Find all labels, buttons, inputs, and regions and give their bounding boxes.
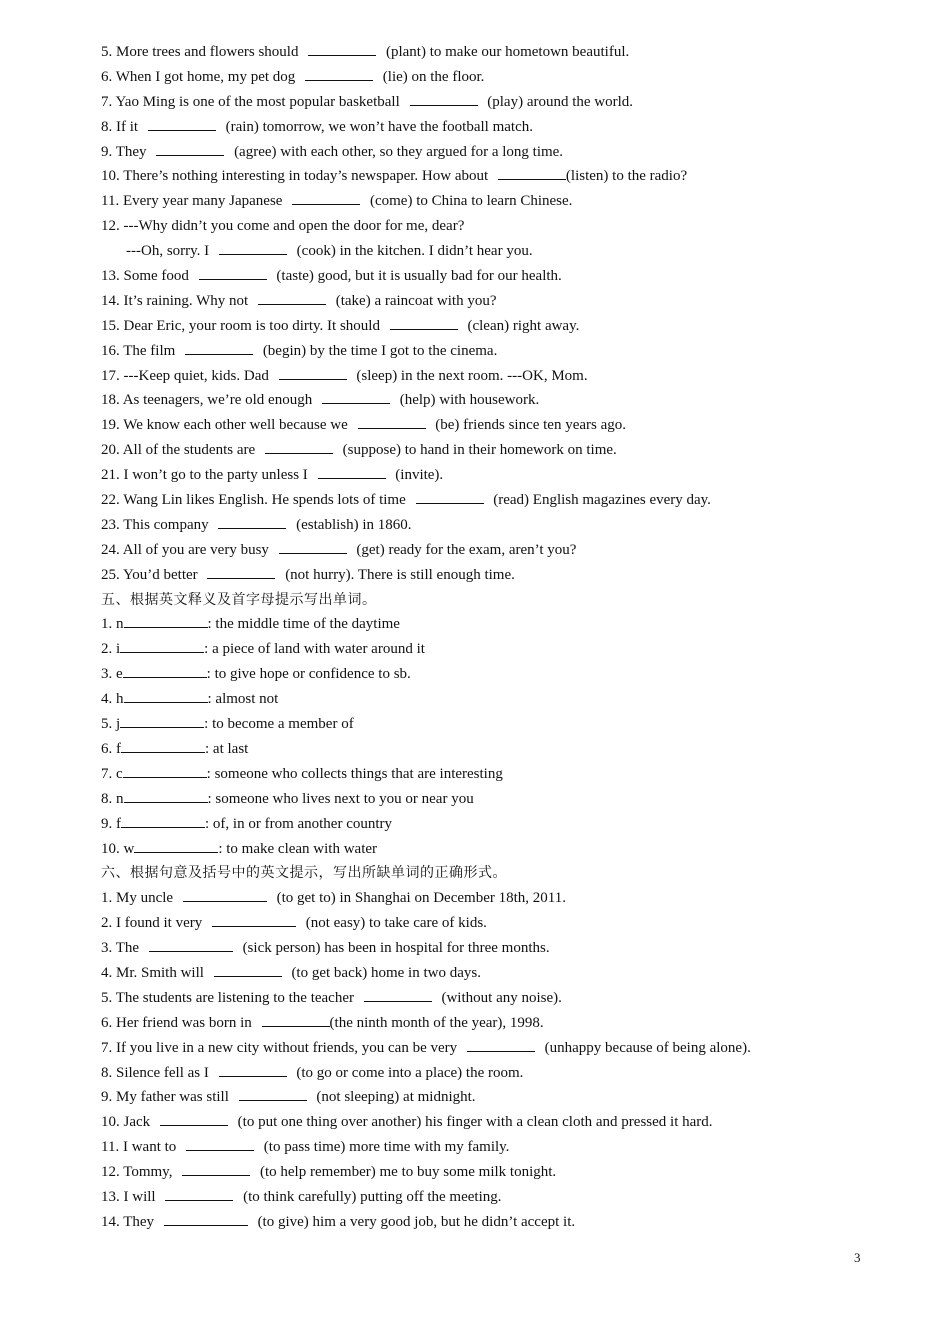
fill-in-line — [101, 239, 881, 264]
question-text: I won’t go to the party unless I — [123, 467, 308, 484]
item-number: 5. — [101, 44, 113, 60]
question-hint: (establish) in 1860. — [296, 516, 412, 533]
fill-in-line — [101, 364, 881, 389]
question-text: Jack — [123, 1114, 151, 1131]
fill-in-line — [101, 463, 881, 488]
item-number: 10. — [101, 840, 120, 857]
definition-text: : the middle time of the daytime — [207, 616, 400, 633]
question-hint: (come) to China to learn Chinese. — [369, 193, 573, 210]
question-text: Mr. Smith will — [116, 964, 204, 981]
item-number: 18. — [101, 392, 120, 409]
item-number: 19. — [101, 417, 120, 434]
word-form-line — [101, 1185, 881, 1210]
question-hint: (to get back) home in two days. — [291, 964, 481, 981]
item-number: 13. — [101, 1188, 120, 1205]
initial-letter: c — [116, 765, 123, 782]
question-text: We know each other well because we — [123, 417, 348, 434]
answer-blank[interactable] — [124, 688, 208, 703]
question-hint: (to think carefully) putting off the meeting. — [243, 1188, 502, 1205]
word-form-line — [101, 1036, 881, 1061]
question-hint: (to go or come into a place) the room. — [296, 1064, 524, 1081]
answer-blank[interactable] — [265, 439, 333, 454]
question-text: Tommy, — [123, 1164, 173, 1181]
answer-blank[interactable] — [123, 763, 207, 778]
answer-blank[interactable] — [121, 813, 205, 828]
item-number: 7. — [101, 1039, 113, 1056]
item-number: 9. — [101, 815, 113, 832]
answer-blank[interactable] — [120, 638, 204, 653]
item-number: 12. — [101, 218, 120, 235]
question-hint: (the ninth month of the year), 1998. — [329, 1014, 544, 1031]
fill-in-line — [101, 314, 881, 339]
word-form-line — [101, 1210, 881, 1235]
question-hint: (take) a raincoat with you? — [335, 292, 497, 309]
question-hint: (lie) on the floor. — [382, 68, 485, 85]
question-text: When I got home, my pet dog — [115, 68, 296, 85]
question-hint: (not sleeping) at midnight. — [316, 1089, 476, 1106]
word-form-line — [101, 936, 881, 961]
question-text: I want to — [122, 1139, 177, 1156]
item-number: 4. — [101, 964, 113, 981]
definition-text: : of, in or from another country — [205, 815, 393, 832]
item-number: 17. — [101, 367, 120, 384]
question-hint: (help) with housework. — [399, 392, 540, 409]
initial-letter: w — [123, 840, 135, 857]
word-form-line — [101, 1135, 881, 1160]
question-text: More trees and flowers should — [116, 44, 299, 60]
question-text: If it — [116, 118, 139, 135]
answer-blank[interactable] — [305, 66, 373, 81]
answer-blank[interactable] — [364, 987, 432, 1002]
initial-letter: n — [116, 616, 124, 633]
question-text: They — [123, 1213, 155, 1230]
question-text: As teenagers, we’re old enough — [122, 392, 313, 409]
definition-text: : someone who collects things that are interesting — [206, 765, 503, 782]
question-text: There’s nothing interesting in today’s newspaper. How about — [123, 168, 489, 185]
fill-in-line — [101, 40, 881, 65]
question-text: All of the students are — [122, 442, 256, 459]
item-number: 13. — [101, 268, 120, 285]
definition-line — [101, 612, 881, 637]
item-number: 5. — [101, 716, 113, 733]
question-hint: (to pass time) more time with my family. — [263, 1139, 510, 1156]
question-hint: (not easy) to take care of kids. — [305, 915, 487, 932]
question-hint: (taste) good, but it is usually bad for our health. — [276, 268, 562, 285]
word-form-line — [101, 961, 881, 986]
answer-blank[interactable] — [212, 912, 296, 927]
definition-line — [101, 662, 881, 687]
question-text: They — [115, 143, 147, 160]
answer-blank[interactable] — [165, 1186, 233, 1201]
answer-blank[interactable] — [149, 937, 233, 952]
item-number: 6. — [101, 1014, 113, 1031]
answer-blank[interactable] — [498, 165, 566, 180]
question-text: I will — [123, 1188, 156, 1205]
question-hint: (not hurry). There is still enough time. — [285, 566, 515, 583]
fill-in-line — [101, 264, 881, 289]
answer-blank[interactable] — [308, 41, 376, 56]
fill-in-line — [101, 413, 881, 438]
worksheet-page — [101, 40, 881, 1235]
answer-blank[interactable] — [239, 1086, 307, 1101]
question-hint: (to give) him a very good job, but he didn’t accept it. — [257, 1213, 576, 1230]
question-hint: (begin) by the time I got to the cinema. — [262, 342, 498, 359]
definition-text: : to make clean with water — [218, 840, 378, 857]
word-form-line — [101, 1061, 881, 1086]
definition-line — [101, 737, 881, 762]
item-number: 24. — [101, 541, 120, 558]
answer-blank[interactable] — [219, 240, 287, 255]
answer-blank[interactable] — [358, 414, 426, 429]
answer-blank[interactable] — [410, 91, 478, 106]
definition-line — [101, 762, 881, 787]
question-hint: (invite). — [395, 467, 444, 484]
answer-blank[interactable] — [182, 1161, 250, 1176]
fill-in-line — [101, 538, 881, 563]
item-number: 8. — [101, 1064, 113, 1081]
fill-in-line — [101, 289, 881, 314]
fill-in-line — [101, 115, 881, 140]
item-number: 11. — [101, 1139, 120, 1156]
question-text: The students are listening to the teacher — [115, 989, 354, 1006]
question-hint: (get) ready for the exam, aren’t you? — [356, 541, 577, 558]
question-text: ---Oh, sorry. I — [126, 243, 210, 260]
item-number: 10. — [101, 1114, 120, 1131]
question-text: My father was still — [116, 1089, 229, 1106]
item-number: 4. — [101, 691, 113, 708]
initial-letter: n — [116, 790, 124, 807]
item-number: 16. — [101, 342, 120, 359]
answer-blank[interactable] — [199, 265, 267, 280]
question-text: It’s raining. Why not — [123, 292, 249, 309]
word-form-line — [101, 1085, 881, 1110]
question-text: Some food — [123, 268, 189, 285]
item-number: 21. — [101, 467, 120, 484]
item-number: 15. — [101, 317, 120, 334]
word-form-line — [101, 1011, 881, 1036]
initial-letter: i — [116, 641, 121, 658]
answer-blank[interactable] — [120, 713, 204, 728]
fill-in-line — [101, 164, 881, 189]
definition-line — [101, 712, 881, 737]
item-number: 6. — [101, 740, 113, 757]
initial-letter: f — [116, 740, 121, 757]
item-number: 7. — [101, 93, 113, 110]
item-number: 3. — [101, 666, 113, 683]
item-number: 3. — [101, 940, 113, 957]
word-form-line — [101, 886, 881, 911]
question-text: Silence fell as I — [116, 1064, 209, 1081]
answer-blank[interactable] — [123, 663, 207, 678]
answer-blank[interactable] — [390, 315, 458, 330]
question-text: Every year many Japanese — [122, 193, 283, 210]
item-number: 1. — [101, 616, 113, 633]
question-hint: (clean) right away. — [467, 317, 580, 334]
definition-line — [101, 637, 881, 662]
fill-in-line — [101, 388, 881, 413]
answer-blank[interactable] — [183, 887, 267, 902]
answer-blank[interactable] — [416, 489, 484, 504]
question-hint: (suppose) to hand in their homework on time. — [342, 442, 617, 459]
question-text: I found it very — [116, 915, 203, 932]
definition-text: : to become a member of — [204, 716, 354, 733]
question-hint: (plant) to make our hometown beautiful. — [385, 44, 630, 60]
initial-letter: h — [116, 691, 124, 708]
answer-blank[interactable] — [214, 962, 282, 977]
fill-in-line — [101, 438, 881, 463]
answer-blank[interactable] — [279, 539, 347, 554]
fill-in-line — [101, 65, 881, 90]
answer-blank[interactable] — [292, 190, 360, 205]
definition-text: : to give hope or confidence to sb. — [206, 666, 411, 683]
answer-blank[interactable] — [207, 564, 275, 579]
item-number: 20. — [101, 442, 120, 459]
answer-blank[interactable] — [160, 1111, 228, 1126]
item-number: 22. — [101, 492, 120, 509]
item-number: 7. — [101, 765, 113, 782]
question-hint: (unhappy because of being alone). — [544, 1039, 751, 1056]
fill-in-line — [101, 90, 881, 115]
item-number: 11. — [101, 193, 120, 210]
initial-letter: e — [116, 666, 123, 683]
item-number: 5. — [101, 989, 113, 1006]
question-text: ---Keep quiet, kids. Dad — [123, 367, 269, 384]
question-text: My uncle — [116, 890, 174, 907]
item-number: 2. — [101, 641, 113, 658]
question-text: Yao Ming is one of the most popular basketball — [115, 93, 400, 110]
question-hint: (sick person) has been in hospital for three months. — [242, 940, 550, 957]
question-text: You’d better — [122, 566, 198, 583]
question-text: ---Why didn’t you come and open the door for me, dear? — [123, 218, 465, 235]
question-text: Wang Lin likes English. He spends lots of time — [123, 492, 406, 509]
question-text: Her friend was born in — [116, 1014, 252, 1031]
question-hint: (rain) tomorrow, we won’t have the football match. — [225, 118, 533, 135]
question-text: Dear Eric, your room is too dirty. It should — [123, 317, 380, 334]
answer-blank[interactable] — [185, 340, 253, 355]
question-hint: (agree) with each other, so they argued for a long time. — [234, 143, 564, 160]
question-hint: (without any noise). — [441, 989, 562, 1006]
item-number: 14. — [101, 1213, 120, 1230]
answer-blank[interactable] — [134, 838, 218, 853]
question-hint: (read) English magazines every day. — [493, 492, 711, 509]
fill-in-line — [101, 563, 881, 588]
definition-line — [101, 787, 881, 812]
answer-blank[interactable] — [279, 365, 347, 380]
initial-letter: f — [116, 815, 121, 832]
item-number: 8. — [101, 790, 113, 807]
answer-blank[interactable] — [124, 788, 208, 803]
word-form-line — [101, 986, 881, 1011]
question-text: This company — [123, 516, 209, 533]
answer-blank[interactable] — [164, 1211, 248, 1226]
item-number: 1. — [101, 890, 113, 907]
word-form-line — [101, 911, 881, 936]
question-hint: (to get to) in Shanghai on December 18th, 2011. — [276, 890, 566, 907]
item-number: 12. — [101, 1164, 120, 1181]
definition-text: : a piece of land with water around it — [204, 641, 425, 658]
question-text: All of you are very busy — [122, 541, 269, 558]
initial-letter: j — [116, 716, 121, 733]
word-form-line — [101, 1110, 881, 1135]
definition-text: : someone who lives next to you or near you — [207, 790, 474, 807]
answer-blank[interactable] — [148, 116, 216, 131]
word-form-line — [101, 1160, 881, 1185]
question-hint: (listen) to the radio? — [565, 168, 688, 185]
fill-in-line — [101, 513, 881, 538]
fill-in-line — [101, 189, 881, 214]
answer-blank[interactable] — [322, 389, 390, 404]
fill-in-line — [101, 488, 881, 513]
answer-blank[interactable] — [121, 738, 205, 753]
item-number: 14. — [101, 292, 120, 309]
item-number: 9. — [101, 143, 113, 160]
item-number: 25. — [101, 566, 120, 583]
section-5-heading: 五、根据英文释义及首字母提示写出单词。 — [101, 591, 377, 608]
fill-in-line — [101, 140, 881, 165]
answer-blank[interactable] — [156, 141, 224, 156]
answer-blank[interactable] — [186, 1136, 254, 1151]
fill-in-line — [101, 214, 881, 239]
definition-line — [101, 837, 881, 862]
question-text: If you live in a new city without friends, you can be very — [116, 1039, 458, 1056]
item-number: 9. — [101, 1089, 113, 1106]
question-text: The — [115, 940, 140, 957]
definition-line — [101, 812, 881, 837]
answer-blank[interactable] — [318, 464, 386, 479]
question-hint: (cook) in the kitchen. I didn’t hear you. — [296, 243, 533, 260]
question-hint: (be) friends since ten years ago. — [435, 417, 627, 434]
answer-blank[interactable] — [262, 1012, 330, 1027]
item-number: 2. — [101, 915, 113, 932]
answer-blank[interactable] — [219, 1062, 287, 1077]
item-number: 6. — [101, 68, 113, 85]
answer-blank[interactable] — [467, 1037, 535, 1052]
answer-blank[interactable] — [258, 290, 326, 305]
answer-blank[interactable] — [218, 514, 286, 529]
item-number: 8. — [101, 118, 113, 135]
question-hint: (sleep) in the next room. ---OK, Mom. — [356, 367, 588, 384]
question-hint: (to put one thing over another) his finger with a clean cloth and pressed it hard. — [237, 1114, 713, 1131]
page-number: 3 — [854, 1250, 861, 1265]
definition-line — [101, 687, 881, 712]
definition-text: : almost not — [207, 691, 279, 708]
item-number: 10. — [101, 168, 120, 185]
question-text: The film — [123, 342, 176, 359]
fill-in-line — [101, 339, 881, 364]
section-6-heading: 六、根据句意及括号中的英文提示，写出所缺单词的正确形式。 — [101, 865, 507, 882]
question-hint: (play) around the world. — [487, 93, 634, 110]
item-number: 23. — [101, 516, 120, 533]
question-hint: (to help remember) me to buy some milk tonight. — [259, 1164, 557, 1181]
answer-blank[interactable] — [124, 613, 208, 628]
definition-text: : at last — [205, 740, 249, 757]
